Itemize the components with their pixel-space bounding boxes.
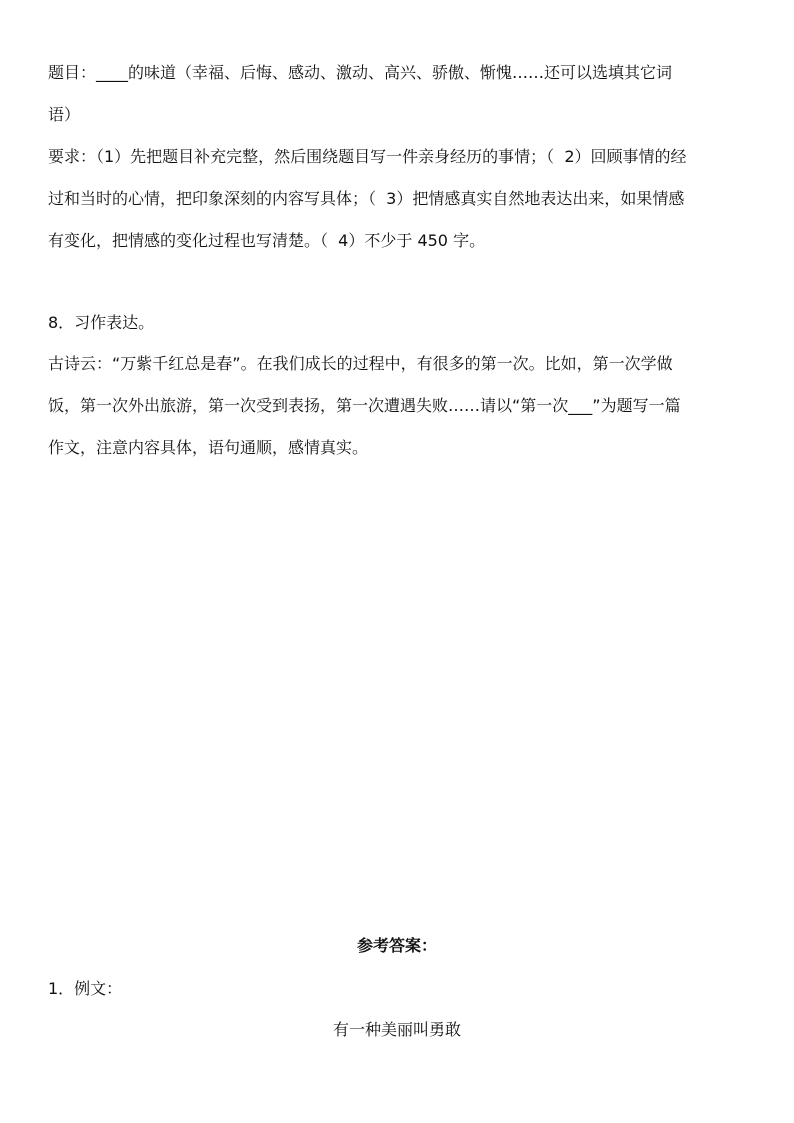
essay-title: 有一种美丽叫勇敢 bbox=[332, 1020, 461, 1039]
answers-heading: 参考答案： bbox=[356, 936, 437, 955]
requirements-line-2: 过和当时的心情，把印象深刻的内容写具体；（ 3）把情感真实自然地表达出来，如果情感 bbox=[48, 189, 685, 208]
requirements-line-3: 有变化，把情感的变化过程也写清楚。（ 4）不少于 450 字。 bbox=[48, 231, 486, 250]
topic-line-1: 题目：____的味道（幸福、后悔、感动、激动、高兴、骄傲、惭愧……还可以选填其它词 bbox=[48, 63, 673, 82]
question-8-prompt-line-1: 古诗云：“万紫千红总是春”。在我们成长的过程中，有很多的第一次。比如，第一次学做 bbox=[48, 354, 673, 373]
answer-1-label: 1．例文： bbox=[48, 979, 123, 998]
question-8-prompt-line-3: 作文，注意内容具体，语句通顺，感情真实。 bbox=[48, 438, 369, 457]
question-8-heading: 8．习作表达。 bbox=[48, 313, 155, 332]
question-8-prompt-line-2: 饭，第一次外出旅游，第一次受到表扬，第一次遭遇失败……请以“第一次___”为题写一篇 bbox=[48, 396, 681, 415]
topic-line-2: 语） bbox=[48, 105, 81, 124]
requirements-line-1: 要求：（1）先把题目补充完整，然后围绕题目写一件亲身经历的事情；（ 2）回顾事情的经 bbox=[48, 147, 687, 166]
